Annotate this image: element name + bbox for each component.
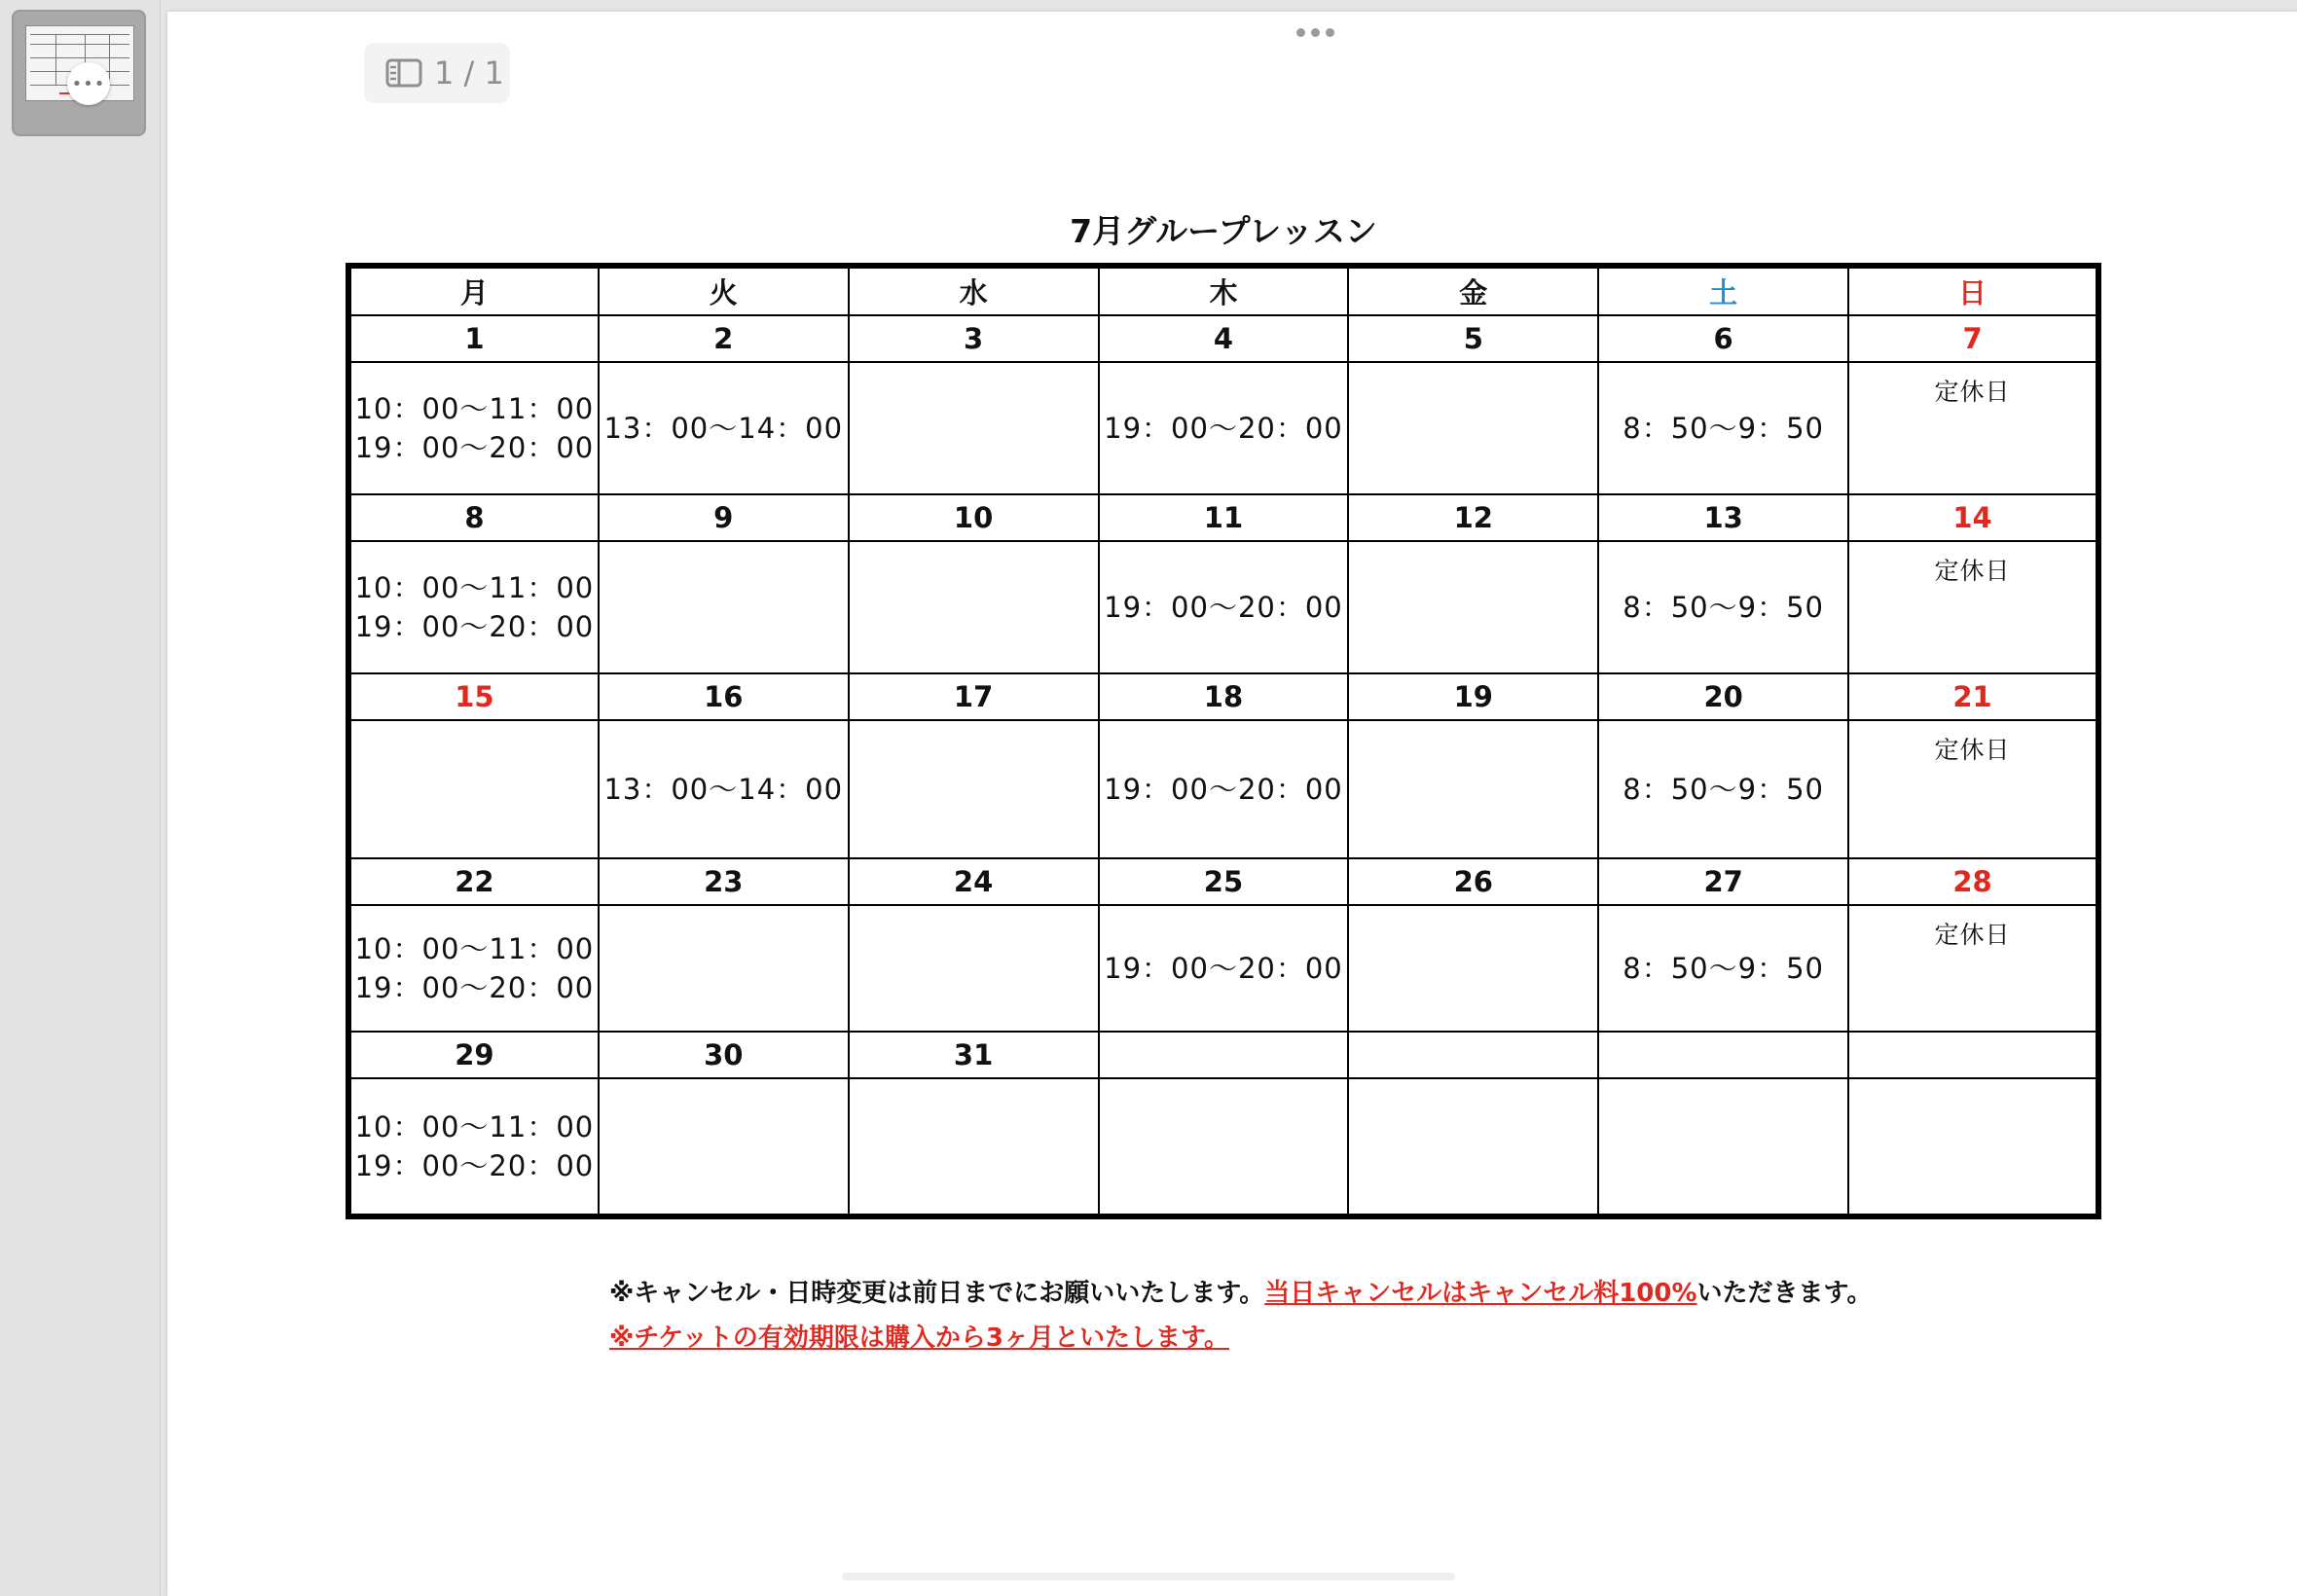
- more-options-icon[interactable]: •••: [67, 62, 110, 105]
- date-cell: 6: [1598, 315, 1848, 363]
- lesson-time-slot: 10：00〜11：00: [354, 932, 595, 966]
- schedule-cell: [849, 362, 1099, 494]
- date-cell: 15: [348, 673, 599, 721]
- schedule-cell: [1598, 362, 1848, 494]
- schedule-cell: [849, 1078, 1099, 1216]
- schedule-row: [348, 362, 2098, 494]
- schedule-cell: [1598, 905, 1848, 1031]
- date-cell: 18: [1099, 673, 1349, 721]
- schedule-cell: [1848, 541, 2098, 673]
- date-row: [348, 494, 2098, 542]
- weekday-wed: 水: [849, 266, 1099, 315]
- schedule-cell: [1099, 541, 1349, 673]
- date-row: [348, 1032, 2098, 1079]
- schedule-row: [348, 720, 2098, 858]
- weekday-tue: 火: [599, 266, 849, 315]
- lesson-time-slot: 19：00〜20：00: [1104, 952, 1343, 986]
- closed-day-label: 定休日: [1934, 736, 2011, 765]
- schedule-cell: [1348, 720, 1598, 858]
- lesson-time-slot: 13：00〜14：00: [603, 773, 844, 807]
- lesson-time-slot: 10：00〜11：00: [354, 570, 595, 604]
- schedule-cell: [1348, 541, 1598, 673]
- date-cell: 23: [599, 858, 849, 906]
- schedule-row: [348, 541, 2098, 673]
- schedule-cell: [1099, 362, 1349, 494]
- date-cell: 20: [1598, 673, 1848, 721]
- lesson-time-slot: 19：00〜20：00: [1104, 590, 1343, 624]
- lesson-time-slot: 8：50〜9：50: [1622, 952, 1824, 986]
- scroll-indicator[interactable]: [842, 1573, 1455, 1580]
- schedule-cell: [599, 1078, 849, 1216]
- schedule-row: [348, 1078, 2098, 1216]
- schedule-cell: [1099, 1078, 1349, 1216]
- closed-day-label: 定休日: [1934, 378, 2011, 407]
- ticket-expiry-text: ※チケットの有効期限は購入から3ヶ月といたします。: [609, 1324, 1229, 1353]
- schedule-cell: [1598, 720, 1848, 858]
- weekday-sat: 土: [1598, 266, 1848, 315]
- page-number-label: 1 / 1: [434, 54, 504, 91]
- date-row: [348, 673, 2098, 721]
- schedule-cell: [1598, 1078, 1848, 1216]
- date-cell: 10: [849, 494, 1099, 542]
- date-cell: 4: [1099, 315, 1349, 363]
- date-cell: 31: [849, 1032, 1099, 1079]
- schedule-cell: [1099, 905, 1349, 1031]
- schedule-cell: [599, 905, 849, 1031]
- date-cell: 27: [1598, 858, 1848, 906]
- date-cell: 8: [348, 494, 599, 542]
- lesson-time-slot: 19：00〜20：00: [354, 971, 595, 1005]
- schedule-cell: [348, 720, 599, 858]
- schedule-cell: [849, 720, 1099, 858]
- schedule-cell: [348, 541, 599, 673]
- lesson-time-slot: 10：00〜11：00: [354, 391, 595, 425]
- schedule-cell: [599, 720, 849, 858]
- date-cell: 17: [849, 673, 1099, 721]
- date-cell: [1099, 1032, 1349, 1079]
- schedule-cell: [1348, 905, 1598, 1031]
- cancellation-note-suffix: いただきます。: [1696, 1279, 1873, 1308]
- page-indicator[interactable]: [364, 43, 510, 103]
- date-cell: 11: [1099, 494, 1349, 542]
- lesson-time-slot: 19：00〜20：00: [1104, 411, 1343, 445]
- date-cell: 12: [1348, 494, 1598, 542]
- schedule-cell: [599, 541, 849, 673]
- ticket-expiry-note: [609, 1316, 1972, 1360]
- lesson-time-slot: 8：50〜9：50: [1622, 411, 1824, 445]
- weekday-mon: 月: [348, 266, 599, 315]
- date-cell: 13: [1598, 494, 1848, 542]
- weekday-thu: 木: [1099, 266, 1349, 315]
- schedule-cell: [348, 1078, 599, 1216]
- date-cell: 16: [599, 673, 849, 721]
- schedule-cell: [1598, 541, 1848, 673]
- schedule-cell: [1848, 362, 2098, 494]
- schedule-cell: [1348, 362, 1598, 494]
- page-thumbnail[interactable]: [12, 10, 146, 136]
- date-cell: 1: [348, 315, 599, 363]
- date-cell: 19: [1348, 673, 1598, 721]
- schedule-cell: [348, 362, 599, 494]
- closed-day-label: 定休日: [1934, 557, 2011, 586]
- lesson-time-slot: 8：50〜9：50: [1622, 590, 1824, 624]
- notes-section: [609, 1271, 1972, 1360]
- cancellation-note: [609, 1271, 1972, 1316]
- lesson-time-slot: 19：00〜20：00: [1104, 773, 1343, 807]
- lesson-time-slot: 10：00〜11：00: [354, 1110, 595, 1144]
- date-cell: 5: [1348, 315, 1598, 363]
- date-cell: [1348, 1032, 1598, 1079]
- schedule-cell: [1848, 1078, 2098, 1216]
- weekday-header-row: [348, 266, 2098, 315]
- date-row: [348, 315, 2098, 363]
- page-title: 7月グループレッスン: [1070, 212, 1377, 250]
- weekday-fri: 金: [1348, 266, 1598, 315]
- date-cell: 22: [348, 858, 599, 906]
- lesson-time-slot: 13：00〜14：00: [603, 411, 844, 445]
- date-cell: 25: [1099, 858, 1349, 906]
- date-cell: 26: [1348, 858, 1598, 906]
- sidebar-toggle-icon: [385, 57, 422, 89]
- date-row: [348, 858, 2098, 906]
- drag-handle-icon[interactable]: [1294, 25, 1336, 39]
- date-cell: [1848, 1032, 2098, 1079]
- date-cell: 9: [599, 494, 849, 542]
- schedule-cell: [1848, 720, 2098, 858]
- date-cell: [1598, 1032, 1848, 1079]
- schedule-cell: [849, 541, 1099, 673]
- schedule-cell: [599, 362, 849, 494]
- date-cell: 21: [1848, 673, 2098, 721]
- schedule-cell: [1099, 720, 1349, 858]
- date-cell: 29: [348, 1032, 599, 1079]
- cancellation-fee-note: 当日キャンセルはキャンセル料100%: [1264, 1279, 1697, 1308]
- lesson-time-slot: 8：50〜9：50: [1622, 773, 1824, 807]
- date-cell: 30: [599, 1032, 849, 1079]
- date-cell: 28: [1848, 858, 2098, 906]
- weekday-sun: 日: [1848, 266, 2098, 315]
- cancellation-note-text: ※キャンセル・日時変更は前日までにお願いいたします。: [609, 1279, 1265, 1308]
- date-cell: 3: [849, 315, 1099, 363]
- date-cell: 2: [599, 315, 849, 363]
- closed-day-label: 定休日: [1934, 921, 2011, 950]
- date-cell: 24: [849, 858, 1099, 906]
- schedule-cell: [1848, 905, 2098, 1031]
- lesson-time-slot: 19：00〜20：00: [354, 1149, 595, 1183]
- lesson-time-slot: 19：00〜20：00: [354, 430, 595, 464]
- schedule-cell: [849, 905, 1099, 1031]
- schedule-cell: [348, 905, 599, 1031]
- schedule-cell: [1348, 1078, 1598, 1216]
- thumbnail-sidebar: [0, 0, 161, 1596]
- lesson-calendar-table: [346, 263, 2101, 1219]
- date-cell: 14: [1848, 494, 2098, 542]
- schedule-row: [348, 905, 2098, 1031]
- lesson-time-slot: 19：00〜20：00: [354, 609, 595, 643]
- date-cell: 7: [1848, 315, 2098, 363]
